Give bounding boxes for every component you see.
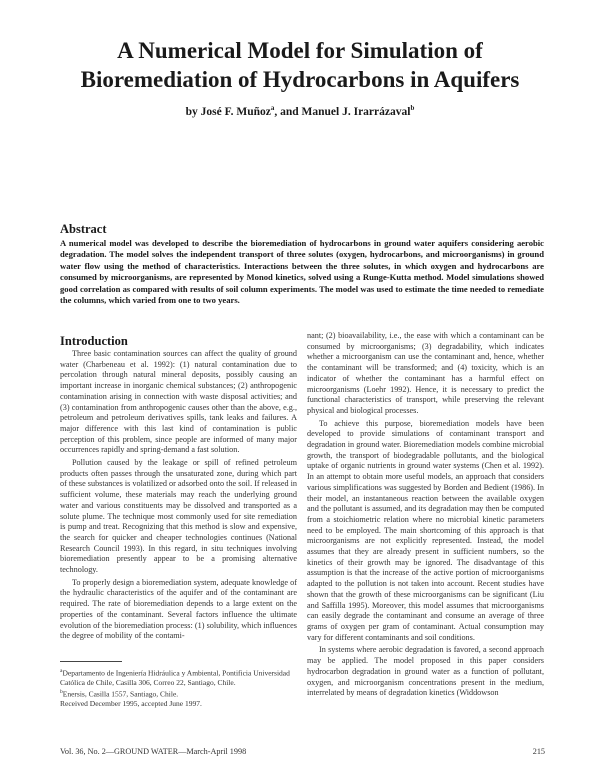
author-2-mark: b <box>410 104 415 112</box>
intro-paragraph-2: Pollution caused by the leakage or spill of refined petroleum products often passes through the unsaturated zone, during which part of these substances is volatilized or adsorbed onto the soil. If released in sufficient volume, these materials may reach the underlying ground water and various constituents may be dissolved and transported as a solute plume. The technique most commonly used for site remediation is pump and treat. Recognizing that this method is slow and expensive, the search for quicker and cheaper technologies continues (National Research Council 1993). In this regard, in situ techniques involving bioremediation presently appear to be a promising alternative technology. <box>60 458 297 575</box>
intro-paragraph-3: To properly design a bioremediation system, adequate knowledge of the hydraulic characteristics of the aquifer and of the contaminant are required. The rate of bioremediation depends to a large extent on the properties of the contaminant. Several factors influence the ultimate evolution of the bioremediation process: (1) solubility, which influences the degree of mobility of the contami- <box>60 577 297 641</box>
footnote-text-b: Enersis, Casilla 1557, Santiago, Chile. <box>62 689 179 699</box>
footnote-affiliation-a <box>60 667 297 688</box>
left-column <box>60 349 297 644</box>
author-1: José F. Muñoz <box>200 105 271 118</box>
intro-paragraph-5: In systems where aerobic degradation is favored, a second approach may be applied. The model proposed in this paper considers hydrocarbon degradation in ground water as a function of pollutant, oxygen, and microorganism concentrations present in the medium, interrelated by means of degradation kinetics (Widdowson <box>307 645 544 698</box>
author-prefix: by <box>185 105 201 118</box>
intro-paragraph-4: To achieve this purpose, bioremediation models have been developed to provide simulations of contaminant transport and degradation in ground water. Bioremediation models combine microbial growth, the transport of biodegradable pollutants, and the biological uptake of organic nutrients in ground water systems (Chen et al. 1992). In an attempt to obtain more useful models, an approach that considers various simplifications was suggested by Borden and Bedient (1986). In their model, an instantaneous reaction between the available oxygen and the pollutant is assumed, and its degradation may then be computed from a stoichiometric relation where no microbial kinetic parameters need to be employed. The main shortcoming of this approach is that microorganisms are not explicitly represented. Instead, the model assumes that they are already present in sufficient numbers, so the kinetics of their growth may be ignored. The disadvantage of this assumption is that the increase of the active portion of microorganisms adapted to the pollution is not taken into account. Recent studies have shown that the growth of these microorganisms can be significant (Liu and Saffilla 1995). Moreover, this model assumes that microorganisms can easily degrade the contaminant and consume an average of three grams of oxygen per gram of contaminant. Actual consumption may vary for different contaminants and soil conditions. <box>307 418 544 642</box>
author-separator: , and <box>274 105 302 118</box>
abstract-heading: Abstract <box>60 222 107 236</box>
journal-footer: Vol. 36, No. 2—GROUND WATER—March-April 1998 <box>60 747 247 756</box>
footnote-text-a: Departamento de Ingeniería Hidráulica y Ambiental, Pontificia Universidad Católica de Chile, Casilla 306, Correo 22, Santiago, Chile. <box>60 668 290 688</box>
abstract-text: A numerical model was developed to describe the bioremediation of hydrocarbons in ground water aquifers considering aerobic degradation. The model solves the independent transport of three solutes (oxygen, hydrocarbons, and microorganisms) in ground water flow using the method of characteristics. Interactions between the three solutes, in which oxygen and hydrocarbons are consumed by microorganisms, are represented by Monod kinetics, solved using a Runge-Kutta method. Model simulations showed good correlation as compared with results of soil column experiments. The model was used to estimate the time needed to remediate the columns, which varied from one to two years. <box>60 238 544 306</box>
author-2: Manuel J. Irarrázaval <box>301 105 411 118</box>
right-column <box>307 331 544 739</box>
footnote-mark-a: a <box>60 668 63 674</box>
author-1-mark: a <box>270 104 275 112</box>
intro-paragraph-3-continued: nant; (2) bioavailability, i.e., the ease with which a contaminant can be consumed by microorganisms; (3) degradability, which indicates whether a microorganism can use the contaminant and, hence, whether the contaminant will be transformed; and (4) toxicity, which is an indicator of whether the contaminant has a harmful effect on microorganisms (Loehr 1992). Hence, it is necessary to predict the functional characteristics of transport, while preserving the relevant physical and biological processes. <box>307 331 544 415</box>
intro-paragraph-1: Three basic contamination sources can affect the quality of ground water (Charbeneau et al. 1992): (1) natural contamination due to percolation through natural mineral deposits, possibly causing an important increase in inorganic chemical substances; (2) anthropogenic contamination arising in connection with waste disposal activities; and (3) contamination from anthropogenic causes other than the above, e.g., petroleum and petroleum derivatives spills, tank leaks and failures. A major difference with this last kind of contamination is public perception of this problem, since people are informed of many major occurrences rapidly and spring-demand a fast solution. <box>60 349 297 455</box>
footnote-divider <box>60 661 122 662</box>
footnote-affiliation-b <box>60 688 297 699</box>
footnote-received: Received December 1995, accepted June 1997. <box>60 698 202 708</box>
footnotes <box>60 667 297 708</box>
footnote-mark-b: b <box>60 688 63 695</box>
paper-title <box>0 36 600 94</box>
page-number: 215 <box>532 747 545 756</box>
introduction-heading: Introduction <box>60 334 128 348</box>
title-line-2: Bioremediation of Hydrocarbons in Aquifers <box>80 67 520 92</box>
title-line-1: A Numerical Model for Simulation of <box>117 38 483 63</box>
author-line <box>0 104 600 118</box>
